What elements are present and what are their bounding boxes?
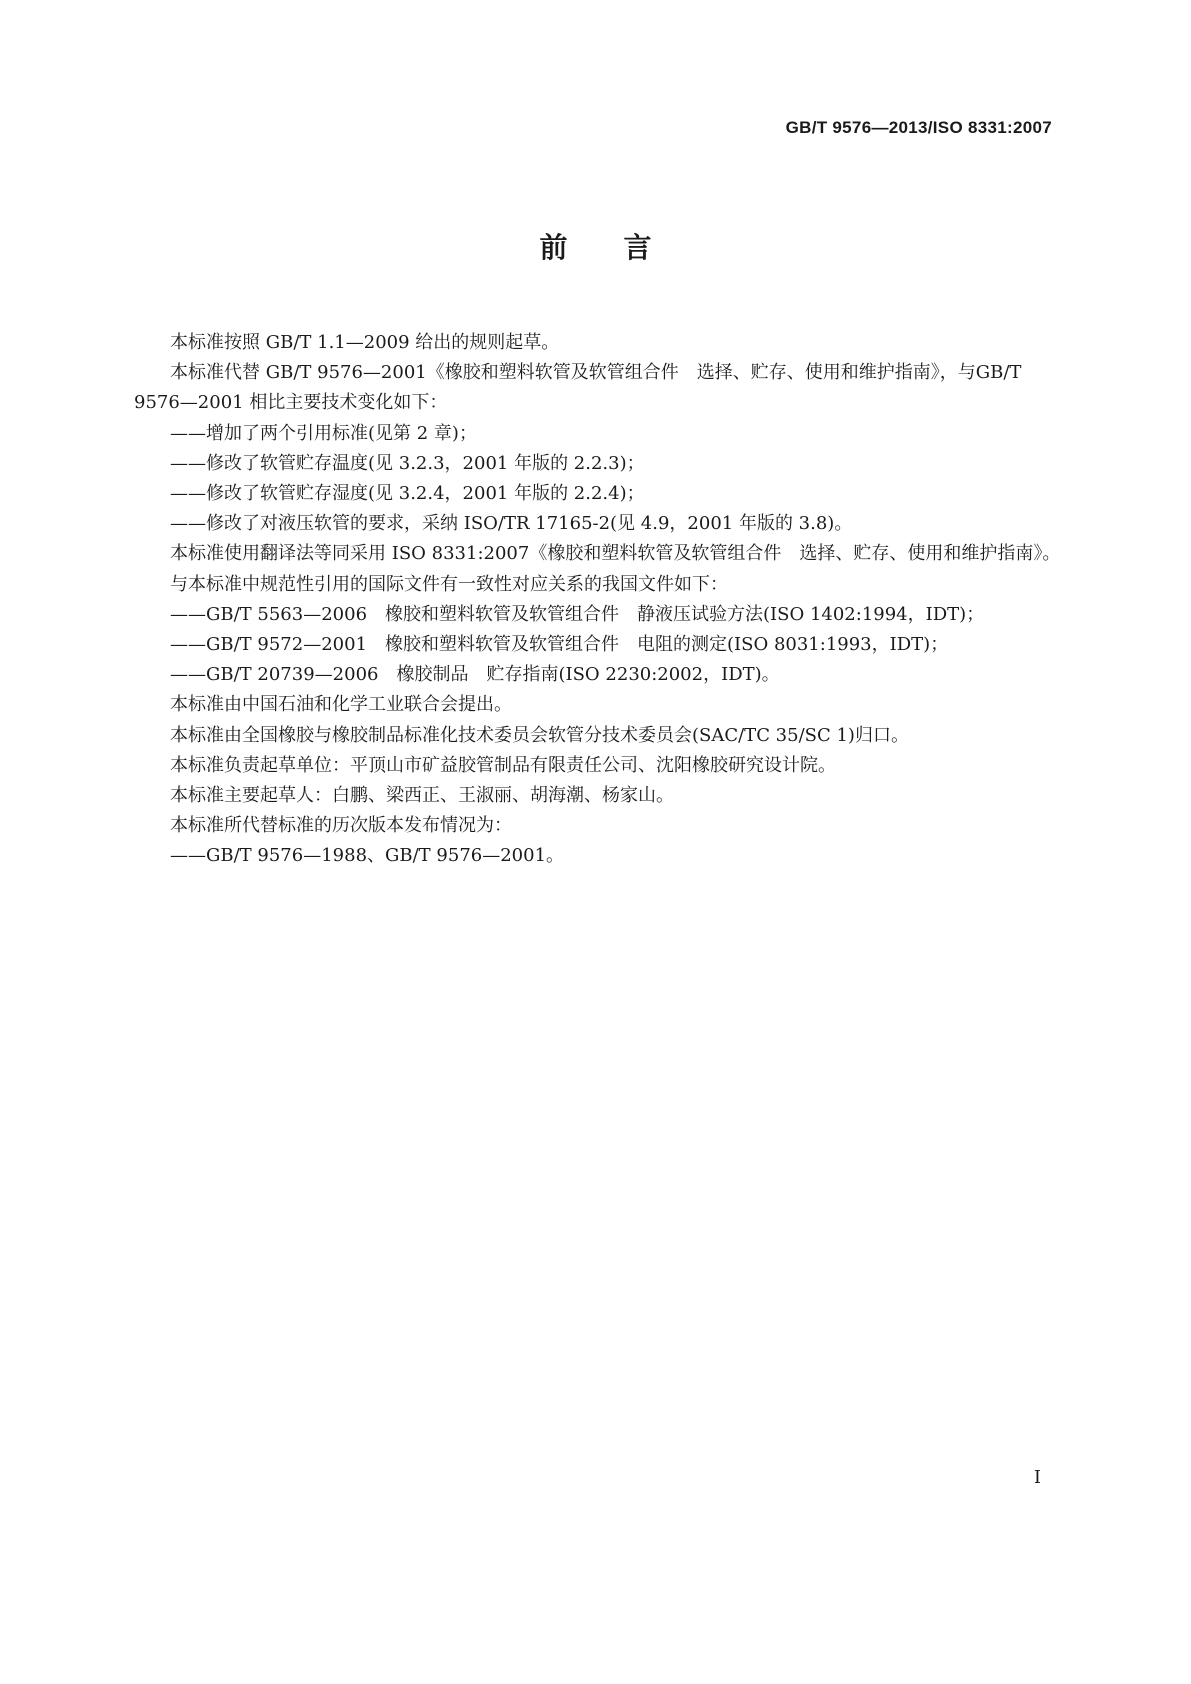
list-item-reference: ——GB/T 5563—2006 橡胶和塑料软管及软管组合件 静液压试验方法(ISO 1402:1994，IDT)； xyxy=(170,603,985,625)
preface-body xyxy=(134,328,1064,872)
paragraph-drafters: 本标准主要起草人：白鹏、梁西正、王淑丽、胡海潮、杨家山。 xyxy=(170,785,674,807)
paragraph-adoption: 本标准使用翻译法等同采用 ISO 8331:2007《橡胶和塑料软管及软管组合件 选择、贮存、使用和维护指南》。 xyxy=(170,543,1061,565)
page-number: I xyxy=(1033,1467,1041,1488)
paragraph-proposed-by: 本标准由中国石油和化学工业联合会提出。 xyxy=(170,694,512,716)
paragraph-corresponding-docs: 与本标准中规范性引用的国际文件有一致性对应关系的我国文件如下： xyxy=(170,573,728,595)
paragraph-drafting-units: 本标准负责起草单位：平顶山市矿益胶管制品有限责任公司、沈阳橡胶研究设计院。 xyxy=(170,754,836,776)
page-title: 前言 xyxy=(539,231,708,264)
paragraph-replaces: 本标准代替 GB/T 9576—2001《橡胶和塑料软管及软管组合件 选择、贮存、使用和维护指南》，与GB/T 9576—2001 相比主要技术变化如下： xyxy=(134,362,1022,414)
list-item-edition: ——GB/T 9576—1988、GB/T 9576—2001。 xyxy=(170,845,565,867)
list-item-change: ——增加了两个引用标准(见第 2 章)； xyxy=(170,422,477,444)
standard-code-header: GB/T 9576—2013/ISO 8331:2007 xyxy=(785,118,1052,137)
paragraph-centralized-by: 本标准由全国橡胶与橡胶制品标准化技术委员会软管分技术委员会(SAC/TC 35/SC 1)归口。 xyxy=(170,724,909,746)
list-item-reference: ——GB/T 20739—2006 橡胶制品 贮存指南(ISO 2230:2002，IDT)。 xyxy=(170,664,780,686)
list-item-reference: ——GB/T 9572—2001 橡胶和塑料软管及软管组合件 电阻的测定(ISO 8031:1993，IDT)； xyxy=(170,634,949,656)
list-item-change: ——修改了软管贮存湿度(见 3.2.4，2001 年版的 2.2.4)； xyxy=(170,483,645,505)
paragraph-previous-editions: 本标准所代替标准的历次版本发布情况为： xyxy=(170,815,512,837)
list-item-change: ——修改了软管贮存温度(见 3.2.3，2001 年版的 2.2.3)； xyxy=(170,452,645,474)
list-item-change: ——修改了对液压软管的要求，采纳 ISO/TR 17165-2(见 4.9，2001 年版的 3.8)。 xyxy=(170,513,853,535)
paragraph-drafting-rules: 本标准按照 GB/T 1.1—2009 给出的规则起草。 xyxy=(170,332,560,353)
